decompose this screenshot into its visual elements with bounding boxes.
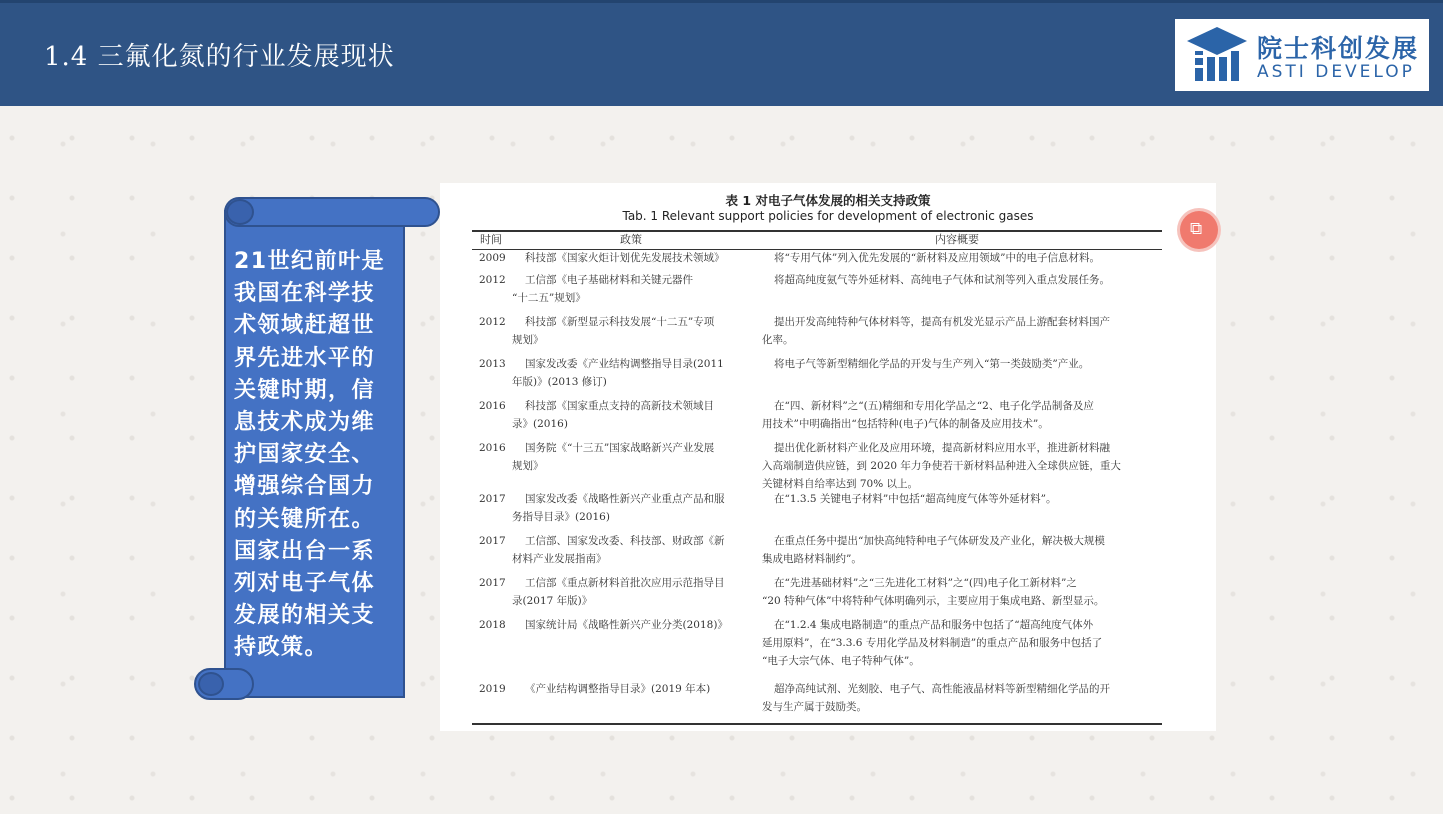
scroll-text-line: 列对电子气体 bbox=[234, 571, 376, 597]
table-year-cell: 2016 bbox=[479, 442, 506, 454]
table-content-line: 超净高纯试剂、光刻胶、电子气、高性能液晶材料等新型精细化学品的开 bbox=[774, 683, 1110, 695]
scroll-text-line: 增强综合国力 bbox=[234, 474, 376, 500]
table-header-cell: 时间 bbox=[480, 233, 502, 246]
table-content-line: 在“1.2.4 集成电路制造”的重点产品和服务中包括了“超高纯度气体外 bbox=[774, 619, 1094, 631]
table-policy-line: 务指导目录》(2016) bbox=[512, 511, 610, 523]
scroll-text-line: 21世纪前叶是 bbox=[234, 249, 386, 274]
scroll-callout bbox=[194, 196, 442, 702]
table-year-cell: 2012 bbox=[479, 316, 506, 328]
table-policy-line: 国家发改委《战略性新兴产业重点产品和服 bbox=[525, 493, 725, 505]
table-year-cell: 2017 bbox=[479, 535, 506, 547]
table-content-line: 用技术”中明确指出“包括特种(电子)气体的制备及应用技术”。 bbox=[762, 418, 1049, 430]
table-year-cell: 2019 bbox=[479, 683, 506, 695]
slide-header bbox=[0, 0, 1443, 106]
table-content-line: 将“专用气体”列入优先发展的“新材料及应用领域”中的电子信息材料。 bbox=[774, 252, 1100, 264]
screenshot-tool-icon: ⧉ bbox=[1190, 219, 1203, 239]
table-year-cell: 2017 bbox=[479, 493, 506, 505]
table-year-cell: 2009 bbox=[479, 252, 506, 264]
table-header-cell: 政策 bbox=[620, 233, 642, 246]
slide-title: 1.4 三氟化氮的行业发展现状 bbox=[44, 42, 395, 72]
header-top-line bbox=[0, 0, 1443, 3]
logo-text-en: ASTI DEVELOP bbox=[1257, 62, 1415, 82]
table-content-line: 集成电路材料制约”。 bbox=[762, 553, 862, 565]
scroll-text-line: 发展的相关支 bbox=[234, 603, 376, 629]
table-title-cn: 表 1 对电子气体发展的相关支持政策 bbox=[725, 193, 931, 208]
table-policy-line: 国家发改委《产业结构调整指导目录(2011 bbox=[525, 358, 724, 370]
table-content-line: “20 特种气体”中将特种气体明确列示，主要应用于集成电路、新型显示。 bbox=[762, 595, 1105, 607]
table-policy-line: 科技部《国家火炬计划优先发展技术领域》 bbox=[525, 252, 725, 264]
company-logo bbox=[1175, 19, 1429, 91]
scroll-text bbox=[234, 246, 404, 665]
table-policy-line: 材料产业发展指南》 bbox=[512, 553, 607, 565]
scroll-text-line: 界先进水平的 bbox=[234, 345, 376, 371]
table-policy-line: 《产业结构调整指导目录》(2019 年本) bbox=[525, 683, 711, 695]
logo-text-cn: 院士科创发展 bbox=[1257, 34, 1420, 63]
table-rule bbox=[472, 230, 1162, 232]
table-year-cell: 2013 bbox=[479, 358, 506, 370]
scroll-text-line: 国家出台一系 bbox=[234, 538, 376, 564]
table-year-cell: 2017 bbox=[479, 577, 506, 589]
scroll-text-line: 我国在科学技 bbox=[234, 281, 376, 307]
scroll-text-line: 持政策。 bbox=[234, 635, 329, 661]
table-policy-line: 国务院《“十三五”国家战略新兴产业发展 bbox=[525, 442, 715, 454]
table-policy-line: 年版)》(2013 修订) bbox=[512, 376, 607, 388]
table-policy-line: 录》(2016) bbox=[512, 418, 568, 430]
table-policy-line: 规划》 bbox=[512, 334, 544, 346]
table-content-line: 发与生产属于鼓励类。 bbox=[762, 701, 867, 713]
table-content-line: 关键材料自给率达到 70% 以上。 bbox=[762, 478, 919, 490]
table-policy-line: “十二五”规划》 bbox=[512, 292, 586, 304]
table-year-cell: 2016 bbox=[479, 400, 506, 412]
scroll-bottom-curl bbox=[198, 672, 224, 696]
table-content-line: 将电子气等新型精细化学品的开发与生产列入“第一类鼓励类”产业。 bbox=[774, 358, 1090, 370]
table-content-line: 化率。 bbox=[762, 334, 794, 346]
scroll-text-line: 关键时期，信 bbox=[234, 377, 376, 403]
table-policy-line: 工信部《重点新材料首批次应用示范指导目 bbox=[525, 577, 725, 589]
scroll-text-line: 的关键所在。 bbox=[234, 506, 376, 532]
scroll-top-curl bbox=[226, 199, 254, 225]
table-year-cell: 2012 bbox=[479, 274, 506, 286]
table-content-line: 将超高纯度氨气等外延材料、高纯电子气体和试剂等列入重点发展任务。 bbox=[774, 274, 1110, 286]
table-content-line: 延用原料”，在“3.3.6 专用化学品及材料制造”的重点产品和服务中包括了 bbox=[762, 637, 1103, 649]
table-policy-line: 录(2017 年版)》 bbox=[512, 595, 593, 607]
scroll-text-line: 息技术成为维 bbox=[234, 410, 376, 436]
table-content-line: 入高端制造供应链，到 2020 年力争使若干新材料品种进入全球供应链，重大 bbox=[762, 460, 1121, 472]
table-policy-line: 工信部、国家发改委、科技部、财政部《新 bbox=[525, 535, 725, 547]
table-rule bbox=[472, 723, 1162, 725]
scroll-top-roll bbox=[224, 197, 440, 227]
table-title-en: Tab. 1 Relevant support policies for development of electronic gases bbox=[622, 209, 1034, 223]
table-policy-line: 科技部《国家重点支持的高新技术领域目 bbox=[525, 400, 714, 412]
policy-table-image bbox=[440, 183, 1216, 731]
table-content-line: 提出优化新材料产业化及应用环境，提高新材料应用水平，推进新材料融 bbox=[774, 442, 1110, 454]
table-content-line: 提出开发高纯特种气体材料等，提高有机发光显示产品上游配套材料国产 bbox=[774, 316, 1110, 328]
table-content-line: 在“先进基础材料”之“三先进化工材料”之“(四)电子化工新材料”之 bbox=[774, 577, 1077, 589]
table-content-line: 在“四、新材料”之“(五)精细和专用化学品之“2、电子化学品制备及应 bbox=[774, 400, 1094, 412]
table-policy-line: 国家统计局《战略性新兴产业分类(2018)》 bbox=[525, 619, 728, 631]
table-header-cell: 内容概要 bbox=[935, 233, 979, 246]
table-policy-line: 规划》 bbox=[512, 460, 544, 472]
screenshot-tool-button[interactable] bbox=[1180, 211, 1218, 249]
table-content-line: “电子大宗气体、电子特种气体”。 bbox=[762, 655, 920, 667]
table-year-cell: 2018 bbox=[479, 619, 506, 631]
scroll-text-line: 护国家安全、 bbox=[234, 442, 376, 468]
table-content-line: 在重点任务中提出“加快高纯特种电子气体研发及产业化，解决极大规模 bbox=[774, 535, 1105, 547]
table-policy-line: 工信部《电子基础材料和关键元器件 bbox=[525, 274, 693, 286]
mortarboard-building-logo-icon bbox=[1185, 25, 1249, 85]
table-content-line: 在“1.3.5 关键电子材料”中包括“超高纯度气体等外延材料”。 bbox=[774, 493, 1057, 505]
table-policy-line: 科技部《新型显示科技发展“十二五”专项 bbox=[525, 316, 715, 328]
scroll-text-line: 术领域赶超世 bbox=[234, 313, 376, 339]
